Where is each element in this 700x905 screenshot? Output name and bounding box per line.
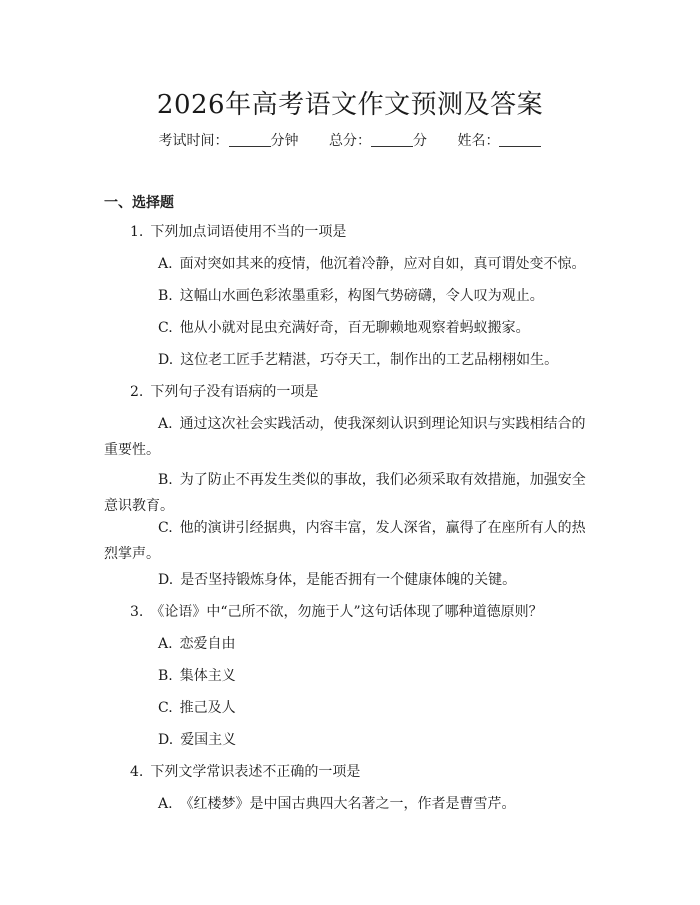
question-text: 下列句子没有语病的一项是 xyxy=(150,384,319,400)
option-text: 为了防止不再发生类似的事故，我们必须采取有效措施，加强安全意识教育。 xyxy=(104,472,586,514)
section-heading: 一、选择题 xyxy=(104,195,174,211)
option-text: 这位老工匠手艺精湛，巧夺天工，制作出的工艺品栩栩如生。 xyxy=(180,352,559,368)
question-1-option-a xyxy=(158,254,586,274)
option-text: 《红楼梦》是中国古典四大名著之一，作者是曹雪芹。 xyxy=(179,796,516,812)
question-3-option-d xyxy=(158,730,236,750)
exam-time-unit: 分钟 xyxy=(270,133,299,149)
option-letter: A. xyxy=(158,796,173,812)
option-letter: D. xyxy=(158,732,174,748)
total-score-blank[interactable] xyxy=(371,132,413,147)
student-name-blank[interactable] xyxy=(499,132,541,147)
option-letter: C. xyxy=(158,320,173,336)
exam-time-field xyxy=(159,130,299,150)
option-letter: C. xyxy=(158,700,173,716)
option-text: 面对突如其来的疫情，他沉着冷静，应对自如，真可谓处变不惊。 xyxy=(179,256,586,272)
option-letter: D. xyxy=(158,572,174,588)
question-1 xyxy=(130,222,346,242)
question-3-option-a xyxy=(158,634,236,654)
question-number: 1. xyxy=(130,224,144,240)
option-text: 恋爱自由 xyxy=(179,636,236,652)
exam-time-blank[interactable] xyxy=(229,132,271,147)
question-text: 下列加点词语使用不当的一项是 xyxy=(150,224,347,240)
question-2-option-c xyxy=(104,515,596,567)
option-text: 爱国主义 xyxy=(180,732,237,748)
question-3 xyxy=(130,602,543,622)
option-letter: B. xyxy=(158,668,173,684)
question-number: 3. xyxy=(130,604,144,620)
question-text: 《论语》中“己所不欲，勿施于人”这句话体现了哪种道德原则？ xyxy=(150,604,543,620)
option-text: 推己及人 xyxy=(179,700,236,716)
total-score-field xyxy=(329,130,427,150)
student-name-label: 姓名： xyxy=(457,133,500,149)
option-text: 他的演讲引经据典，内容丰富，发人深省，赢得了在座所有人的热烈掌声。 xyxy=(104,520,586,562)
option-text: 集体主义 xyxy=(179,668,236,684)
total-score-label: 总分： xyxy=(329,133,371,149)
page-title: 2026年高考语文作文预测及答案 xyxy=(156,90,544,120)
option-text: 他从小就对昆虫充满好奇，百无聊赖地观察着蚂蚁搬家。 xyxy=(179,320,530,336)
option-letter: C. xyxy=(158,520,173,536)
question-2 xyxy=(130,382,318,402)
question-number: 2. xyxy=(130,384,144,400)
exam-info-bar xyxy=(0,130,700,150)
question-2-option-d xyxy=(158,570,516,590)
option-text: 通过这次社会实践活动，使我深刻认识到理论知识与实践相结合的重要性。 xyxy=(104,416,586,458)
option-letter: A. xyxy=(158,636,173,652)
option-letter: B. xyxy=(158,288,173,304)
option-letter: A. xyxy=(158,416,173,432)
question-2-option-a xyxy=(104,411,596,463)
option-text: 是否坚持锻炼身体，是能否拥有一个健康体魄的关键。 xyxy=(180,572,517,588)
question-text: 下列文学常识表述不正确的一项是 xyxy=(150,764,361,780)
question-1-option-c xyxy=(158,318,530,338)
question-1-option-d xyxy=(158,350,558,370)
question-3-option-b xyxy=(158,666,236,686)
question-number: 4. xyxy=(130,764,144,780)
option-letter: A. xyxy=(158,256,173,272)
question-4 xyxy=(130,762,360,782)
question-4-option-a xyxy=(158,794,516,814)
total-score-unit: 分 xyxy=(413,133,427,149)
option-letter: D. xyxy=(158,352,174,368)
option-letter: B. xyxy=(158,472,173,488)
question-3-option-c xyxy=(158,698,236,718)
exam-time-label: 考试时间： xyxy=(158,133,229,149)
option-text: 这幅山水画色彩浓墨重彩，构图气势磅礴，令人叹为观止。 xyxy=(179,288,544,304)
question-1-option-b xyxy=(158,286,544,306)
student-name-field xyxy=(457,130,541,150)
question-2-option-b xyxy=(104,467,596,519)
